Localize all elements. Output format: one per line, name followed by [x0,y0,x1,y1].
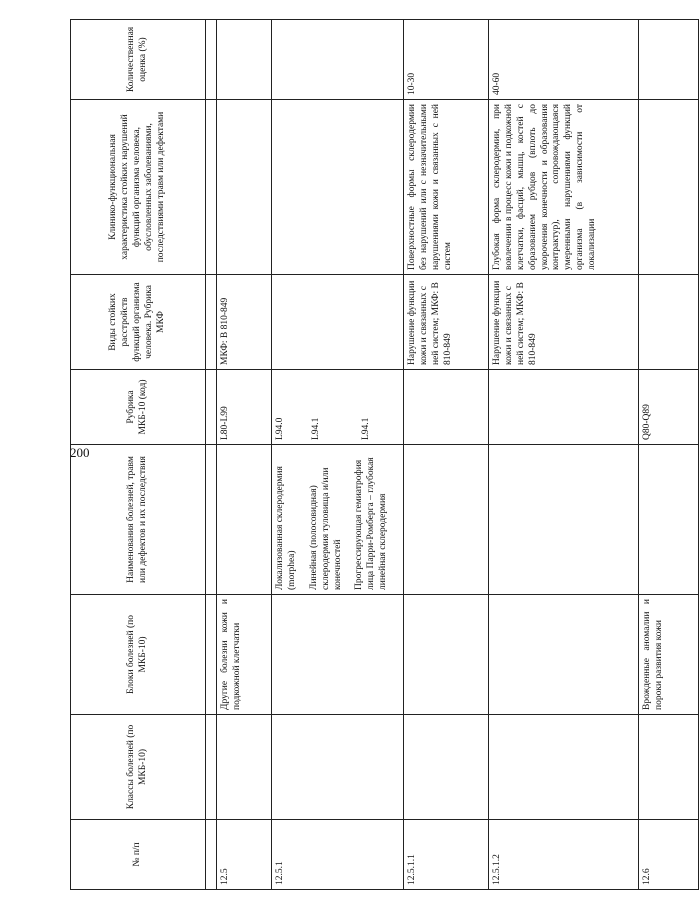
rubric-code: L94.1 [310,417,321,440]
document-sheet [70,20,664,890]
row-types: Нарушение функции кожи и связанных с ней систем; МКФ: В 810-849 [489,275,639,370]
row-types [639,275,699,370]
table-row [489,20,639,890]
row-names [489,445,639,595]
header-row [71,20,206,890]
row-names [639,445,699,595]
disease-name: Прогрессирующая гемиатрофия лица Парри-Ромберга – глубокая линейная склеродермия [354,457,389,590]
header-blocks: Блоки болезней (по МКБ-10) [71,595,206,715]
row-blocks [404,595,489,715]
header-rubric: Рубрика МКБ-10 (код) [71,370,206,445]
table-row [272,20,404,890]
row-names [404,445,489,595]
column-number-row [206,20,217,890]
row-clinical: Глубокая форма склеродермии, при вовлечении в процесс кожи и подкожной клетчатки, фасций, мышц, костей с образованием рубцов (вплоть до укорочения конечности и образования контрактур), сопровождающаяся умеренными нарушениями функций организма (в зависимости от локализации [489,100,639,275]
header-score: Количественная оценка (%) [71,20,206,100]
row-names [272,445,404,595]
row-num: 12.5.1.1 [404,820,489,890]
disease-name: Линейная (полосовидная) склеродермия туловища и/или конечностей [308,467,343,590]
row-num: 12.6 [639,820,699,890]
header-types: Виды стойких расстройств функций организма человека. Рубрика МКФ [71,275,206,370]
row-types [272,275,404,370]
header-classes: Классы болезней (по МКБ-10) [71,715,206,820]
row-blocks: Врожденные аномалии и пороки развития кожи [639,595,699,715]
row-clinical [217,100,272,275]
row-num: 12.5.1.2 [489,820,639,890]
row-num: 12.5.1 [272,820,404,890]
table-row [217,20,272,890]
row-rubric [404,370,489,445]
header-names: Наименования болезней, травм или дефектов и их последствия [71,445,206,595]
row-clinical: Поверхностные формы склеродермии без нарушений или с незначительными нарушениями кожи и связанных с ней систем [404,100,489,275]
row-rubric: L80-L99 [217,370,272,445]
row-types: МКФ: В 810-849 [217,275,272,370]
row-score [217,20,272,100]
row-names [217,445,272,595]
row-classes [272,715,404,820]
row-rubric [489,370,639,445]
row-classes [404,715,489,820]
disability-criteria-table [70,19,699,890]
row-score [639,20,699,100]
row-classes [489,715,639,820]
row-clinical [639,100,699,275]
row-classes [217,715,272,820]
row-blocks [272,595,404,715]
rubric-code: L94.0 [275,417,285,440]
row-blocks: Другие болезни кожи и подкожной клетчатки [217,595,272,715]
row-score: 10-30 [404,20,489,100]
header-num: № п/п [71,820,206,890]
disease-name: Локализованная склеродермия (morphea) [275,466,297,590]
row-rubric [272,370,404,445]
page-number: 200 [70,445,90,460]
row-clinical [272,100,404,275]
row-blocks [489,595,639,715]
row-score [272,20,404,100]
rubric-code: L94.1 [360,417,371,440]
row-classes [639,715,699,820]
table-row [404,20,489,890]
row-num: 12.5 [217,820,272,890]
header-clinical: Клинико-функциональная характеристика стойких нарушений функций организма человека, обусловленных заболеваниями, последствиями травм или дефектами [71,100,206,275]
row-rubric: Q80-Q89 [639,370,699,445]
table-row [639,20,699,890]
row-score: 40-60 [489,20,639,100]
rotated-page [70,20,664,890]
row-types: Нарушение функции кожи и связанных с ней систем; МКФ: В 810-849 [404,275,489,370]
